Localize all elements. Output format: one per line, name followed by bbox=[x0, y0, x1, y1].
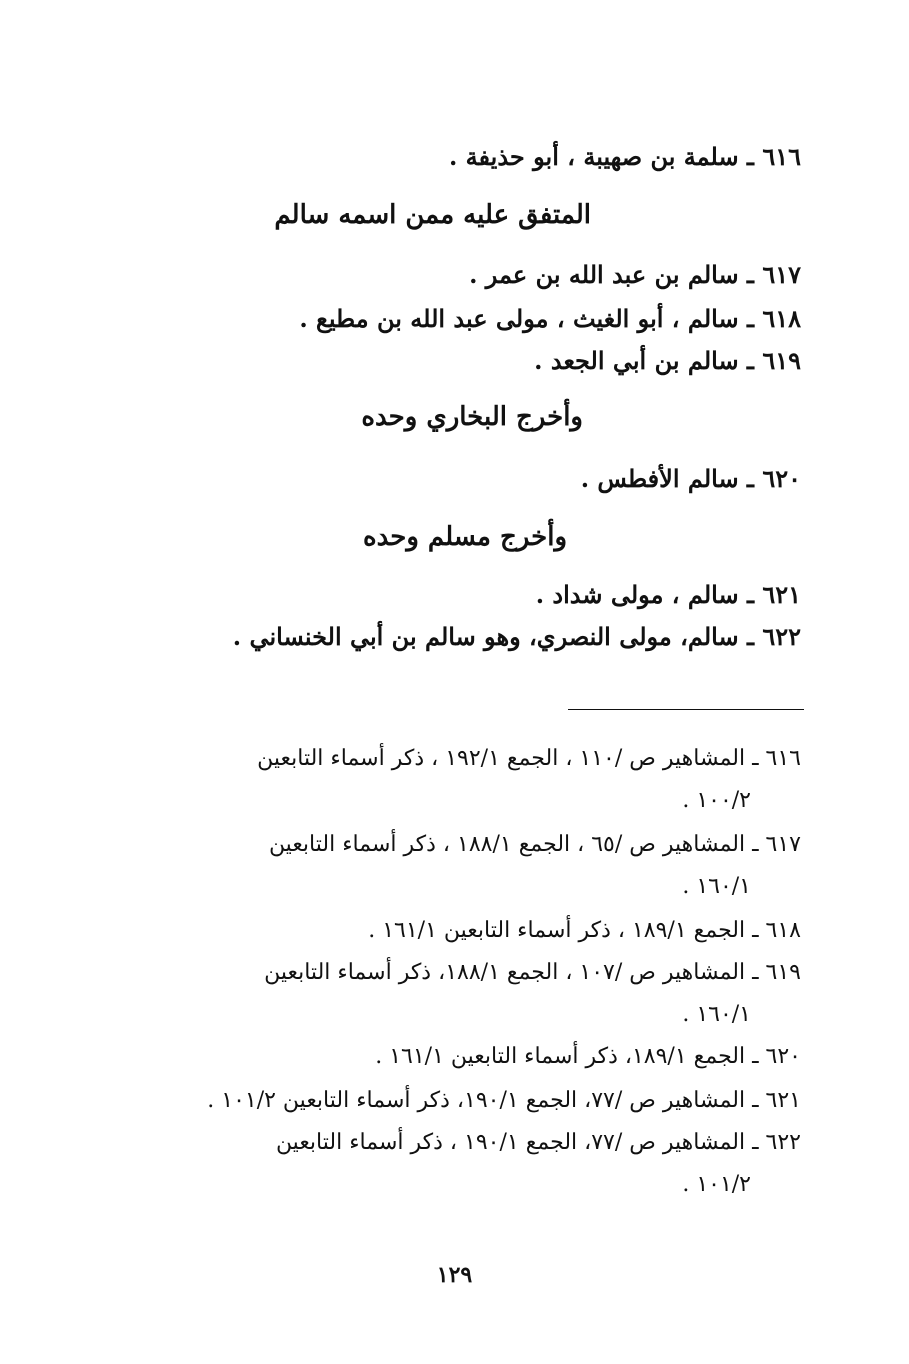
footnote-618: ٦١٨ ـ الجمع ١٨٩/١ ، ذكر أسماء التابعين ١٦١/١ . bbox=[368, 918, 801, 943]
section-heading-muslim: وأخرج مسلم وحده bbox=[362, 522, 567, 552]
section-heading-agreed: المتفق عليه ممن اسمه سالم bbox=[274, 200, 591, 230]
entry-620: ٦٢٠ ـ سالم الأفطس . bbox=[580, 464, 801, 493]
footnote-617: ٦١٧ ـ المشاهير ص /٦٥ ، الجمع ١٨٨/١ ، ذكر أسماء التابعين bbox=[268, 832, 801, 857]
footnote-621: ٦٢١ ـ المشاهير ص /٧٧، الجمع ١٩٠/١، ذكر أسماء التابعين ١٠١/٢ . bbox=[207, 1088, 801, 1113]
footnote-622: ٦٢٢ ـ المشاهير ص /٧٧، الجمع ١٩٠/١ ، ذكر أسماء التابعين bbox=[275, 1130, 801, 1155]
entry-616: ٦١٦ ـ سلمة بن صهيبة ، أبو حذيفة . bbox=[448, 142, 801, 171]
section-heading-bukhari: وأخرج البخاري وحده bbox=[361, 402, 583, 432]
entry-618: ٦١٨ ـ سالم ، أبو الغيث ، مولى عبد الله بن مطيع . bbox=[299, 304, 801, 333]
footnote-619-continued: ١٦٠/١ . bbox=[682, 1002, 751, 1027]
page-number: ١٢٩ bbox=[436, 1262, 473, 1288]
footnote-616-continued: ١٠٠/٢ . bbox=[682, 788, 751, 813]
footnote-616: ٦١٦ ـ المشاهير ص /١١٠ ، الجمع ١٩٢/١ ، ذكر أسماء التابعين bbox=[257, 746, 801, 771]
entry-622: ٦٢٢ ـ سالم، مولى النصري، وهو سالم بن أبي الخنساني . bbox=[232, 622, 801, 651]
entry-617: ٦١٧ ـ سالم بن عبد الله بن عمر . bbox=[469, 260, 801, 289]
entry-621: ٦٢١ ـ سالم ، مولى شداد . bbox=[535, 580, 801, 609]
footnote-620: ٦٢٠ ـ الجمع ١٨٩/١، ذكر أسماء التابعين ١٦١/١ . bbox=[375, 1044, 801, 1069]
footnote-separator bbox=[568, 709, 804, 710]
entry-619: ٦١٩ ـ سالم بن أبي الجعد . bbox=[534, 346, 801, 375]
footnote-617-continued: ١٦٠/١ . bbox=[682, 874, 751, 899]
footnote-619: ٦١٩ ـ المشاهير ص /١٠٧ ، الجمع ١٨٨/١، ذكر أسماء التابعين bbox=[264, 960, 801, 985]
footnote-622-continued: ١٠١/٢ . bbox=[682, 1172, 751, 1197]
